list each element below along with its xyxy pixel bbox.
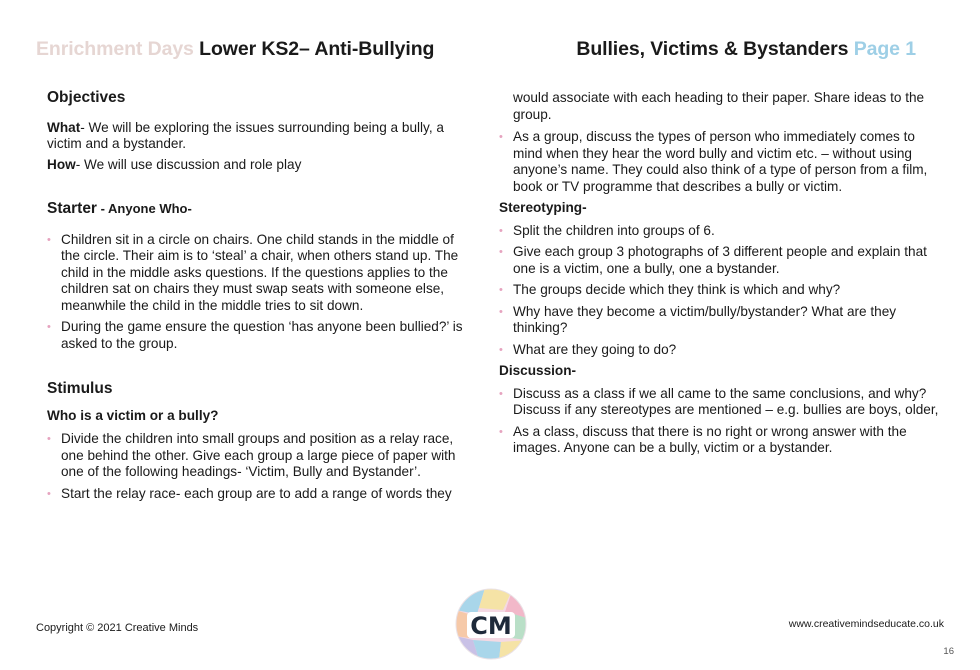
website-link[interactable]: www.creativemindseducate.co.uk [788, 618, 944, 630]
how-label: How [47, 156, 76, 172]
what-label: What [47, 119, 81, 135]
how-text: - We will use discussion and role play [75, 156, 302, 172]
list-item: • What are they going to do? [499, 342, 939, 359]
how-paragraph [47, 157, 475, 174]
right-column [499, 90, 939, 462]
header-right-title [576, 38, 916, 61]
page-label: Page 1 [853, 38, 916, 60]
section-title: Bullies, Victims & Bystanders [576, 38, 849, 60]
list-item: • As a group, discuss the types of person who immediately comes to mind when they hear the word bully and victim etc. – without using anyone’s name. They could also think of a type of person from a film, book or TV programme that describes a bully or victim. [499, 129, 939, 195]
creative-minds-logo [455, 588, 527, 660]
left-column [47, 90, 475, 507]
list-item: • Give each group 3 photographs of 3 different people and explain that one is a victim, one a bully, one a bystander. [499, 244, 939, 277]
list-item: • Children sit in a circle on chairs. One child stands in the middle of the circle. Their aim is to ‘steal’ a chair, when others stand up. The child in the middle asks questions. If the questions applies to the children sat on chairs they must swap seats with someone else, meanwhile the child in the middle tries to sit down. [47, 232, 475, 315]
header-left-title [36, 38, 434, 61]
discussion-list [499, 386, 939, 457]
header-title: Lower KS2– Anti-Bullying [199, 38, 435, 60]
list-item: • Split the children into groups of 6. [499, 223, 939, 240]
list-item: • Divide the children into small groups and position as a relay race, one behind the other. Give each group a large piece of paper with one of the following headings- ‘Victim, Bully and Bystander’. [47, 431, 475, 481]
list-item: • The groups decide which they think is which and why? [499, 282, 939, 299]
list-item: • Discuss as a class if we all came to the same conclusions, and why? Discuss if any stereotypes are mentioned – e.g. bullies are boys, older, [499, 386, 939, 419]
copyright-text: Copyright © 2021 Creative Minds [36, 622, 199, 634]
starter-subtitle: - Anyone Who- [96, 201, 192, 216]
list-item: • As a class, discuss that there is no right or wrong answer with the images. Anyone can be a bully, victim or a bystander. [499, 424, 939, 457]
list-item: • Start the relay race- each group are to add a range of words they [47, 486, 475, 503]
list-item: • Why have they become a victim/bully/bystander? What are they thinking? [499, 304, 939, 337]
intro-list [499, 129, 939, 195]
objectives-heading: Objectives [47, 89, 126, 106]
stereotyping-heading: Stereotyping- [499, 200, 587, 215]
what-text: - We will be exploring the issues surrounding being a bully, a victim and a bystander. [47, 119, 444, 151]
stimulus-heading: Stimulus [47, 380, 113, 397]
page-number: 16 [943, 646, 954, 657]
what-paragraph [47, 120, 475, 153]
starter-list [47, 232, 475, 353]
starter-title: Starter [47, 200, 97, 217]
continuation-text: would associate with each heading to their paper. Share ideas to the group. [513, 90, 925, 122]
logo-text: CM [470, 612, 512, 640]
list-item: • During the game ensure the question ‘has anyone been bullied?’ is asked to the group. [47, 319, 475, 352]
starter-heading [47, 201, 475, 218]
stereotyping-list [499, 223, 939, 359]
header-prefix: Enrichment Days [36, 38, 194, 60]
discussion-heading: Discussion- [499, 363, 577, 378]
stimulus-subheading: Who is a victim or a bully? [47, 407, 219, 423]
stimulus-list [47, 431, 475, 502]
